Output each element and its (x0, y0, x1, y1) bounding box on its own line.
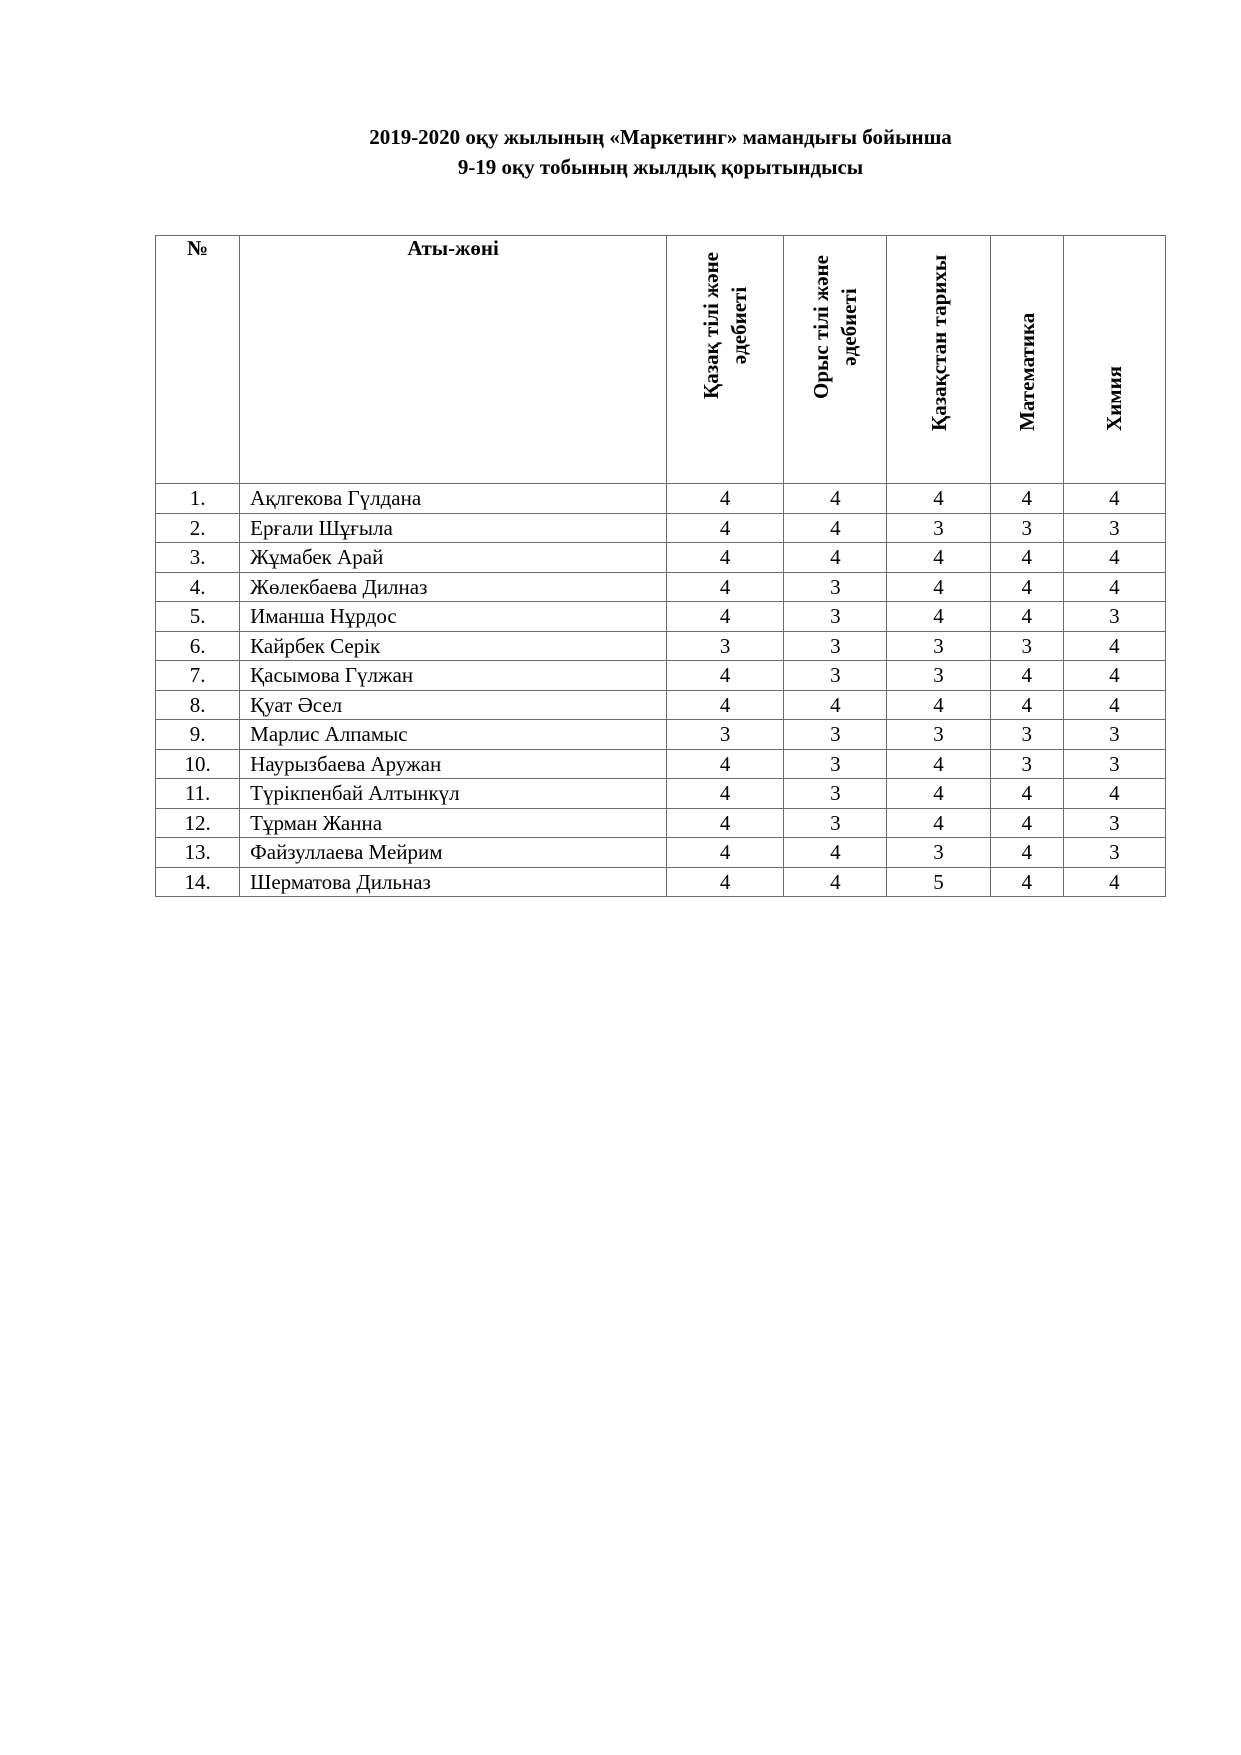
grade-cell: 4 (990, 661, 1063, 691)
grade-cell: 4 (784, 484, 887, 514)
student-name: Иманша Нұрдос (240, 602, 667, 632)
grade-cell: 4 (887, 690, 990, 720)
table-row (156, 838, 1166, 868)
grade-cell: 3 (784, 749, 887, 779)
header-number: № (156, 236, 240, 484)
header-subject-line1: Қазақ тілі және (699, 252, 724, 399)
table-row (156, 631, 1166, 661)
grade-cell: 4 (990, 867, 1063, 897)
student-name: Тұрман Жанна (240, 808, 667, 838)
grade-cell: 3 (1063, 838, 1165, 868)
table-row (156, 602, 1166, 632)
table-row (156, 749, 1166, 779)
document-title-line-2: 9-19 оқу тобының жылдық қорытындысы (457, 155, 864, 179)
grade-cell: 4 (990, 838, 1063, 868)
grade-cell: 3 (667, 631, 784, 661)
row-number: 6. (156, 631, 240, 661)
grade-cell: 4 (887, 543, 990, 573)
student-name: Кайрбек Серік (240, 631, 667, 661)
student-name: Қасымова Гүлжан (240, 661, 667, 691)
grade-cell: 5 (887, 867, 990, 897)
grade-cell: 3 (667, 720, 784, 750)
grade-cell: 4 (887, 749, 990, 779)
grade-cell: 3 (784, 602, 887, 632)
grade-cell: 4 (784, 543, 887, 573)
header-name: Аты-жөні (240, 236, 667, 484)
header-subject-russian-language (784, 236, 887, 484)
header-subject-kazakh-language (667, 236, 784, 484)
grade-cell: 3 (784, 572, 887, 602)
grade-cell: 4 (667, 661, 784, 691)
header-subject-mathematics (990, 236, 1063, 484)
grade-cell: 3 (990, 749, 1063, 779)
header-subject-label (697, 252, 753, 399)
grades-table-body (156, 484, 1166, 897)
header-subject-label: Қазақстан тарихы (926, 254, 951, 431)
grade-cell: 4 (1063, 779, 1165, 809)
grade-cell: 3 (784, 661, 887, 691)
header-subject-line2: әдебиеті (727, 286, 752, 365)
grade-cell: 4 (887, 484, 990, 514)
table-row (156, 513, 1166, 543)
header-subject-chemistry (1063, 236, 1165, 484)
grade-cell: 3 (990, 631, 1063, 661)
row-number: 2. (156, 513, 240, 543)
row-number: 14. (156, 867, 240, 897)
grade-cell: 3 (1063, 602, 1165, 632)
grade-cell: 4 (1063, 543, 1165, 573)
header-subject-line1: Орыс тілі және (809, 255, 834, 399)
grade-cell: 4 (667, 690, 784, 720)
grade-cell: 3 (887, 513, 990, 543)
grade-cell: 3 (784, 631, 887, 661)
row-number: 1. (156, 484, 240, 514)
student-name: Шерматова Дильназ (240, 867, 667, 897)
student-name: Наурызбаева Аружан (240, 749, 667, 779)
grade-cell: 3 (887, 631, 990, 661)
grade-cell: 4 (667, 749, 784, 779)
student-name: Ақлгекова Гүлдана (240, 484, 667, 514)
grade-cell: 3 (1063, 720, 1165, 750)
table-row (156, 661, 1166, 691)
header-subject-line2: әдебиеті (837, 288, 862, 366)
grades-table (155, 235, 1166, 897)
row-number: 5. (156, 602, 240, 632)
grade-cell: 4 (667, 543, 784, 573)
row-number: 13. (156, 838, 240, 868)
grade-cell: 3 (784, 808, 887, 838)
grade-cell: 4 (887, 602, 990, 632)
grade-cell: 4 (784, 690, 887, 720)
student-name: Ерғали Шұғыла (240, 513, 667, 543)
student-name: Файзуллаева Мейрим (240, 838, 667, 868)
row-number: 12. (156, 808, 240, 838)
grade-cell: 4 (887, 808, 990, 838)
grade-cell: 4 (1063, 484, 1165, 514)
row-number: 8. (156, 690, 240, 720)
grade-cell: 4 (1063, 572, 1165, 602)
grade-cell: 3 (784, 720, 887, 750)
row-number: 3. (156, 543, 240, 573)
student-name: Марлис Алпамыс (240, 720, 667, 750)
grade-cell: 3 (887, 661, 990, 691)
table-row (156, 484, 1166, 514)
header-subject-kazakhstan-history (887, 236, 990, 484)
grade-cell: 4 (990, 690, 1063, 720)
grade-cell: 4 (990, 779, 1063, 809)
grade-cell: 4 (667, 779, 784, 809)
grade-cell: 4 (667, 602, 784, 632)
grade-cell: 3 (990, 513, 1063, 543)
grade-cell: 4 (667, 484, 784, 514)
table-row (156, 572, 1166, 602)
header-subject-label: Математика (1014, 312, 1039, 431)
grade-cell: 4 (990, 808, 1063, 838)
student-name: Жұмабек Арай (240, 543, 667, 573)
grade-cell: 3 (1063, 808, 1165, 838)
table-row (156, 543, 1166, 573)
grade-cell: 4 (784, 513, 887, 543)
grade-cell: 4 (1063, 661, 1165, 691)
grade-cell: 3 (1063, 513, 1165, 543)
grade-cell: 4 (990, 484, 1063, 514)
grade-cell: 3 (887, 838, 990, 868)
grade-cell: 3 (1063, 749, 1165, 779)
table-row (156, 867, 1166, 897)
grade-cell: 4 (667, 513, 784, 543)
table-row (156, 779, 1166, 809)
grade-cell: 4 (667, 808, 784, 838)
table-row (156, 720, 1166, 750)
table-header-row (156, 236, 1166, 484)
grade-cell: 3 (784, 779, 887, 809)
grade-cell: 4 (784, 838, 887, 868)
grade-cell: 3 (887, 720, 990, 750)
grade-cell: 4 (667, 867, 784, 897)
table-row (156, 690, 1166, 720)
grade-cell: 4 (1063, 867, 1165, 897)
header-subject-label: Химия (1102, 365, 1127, 431)
grade-cell: 4 (887, 572, 990, 602)
row-number: 11. (156, 779, 240, 809)
student-name: Жөлекбаева Дилназ (240, 572, 667, 602)
grade-cell: 4 (990, 572, 1063, 602)
student-name: Қуат Әсел (240, 690, 667, 720)
grade-cell: 4 (887, 779, 990, 809)
grade-cell: 3 (990, 720, 1063, 750)
row-number: 7. (156, 661, 240, 691)
table-row (156, 808, 1166, 838)
grade-cell: 4 (784, 867, 887, 897)
grade-cell: 4 (1063, 690, 1165, 720)
grade-cell: 4 (1063, 631, 1165, 661)
grade-cell: 4 (990, 602, 1063, 632)
grade-cell: 4 (990, 543, 1063, 573)
document-title-line-1: 2019-2020 оқу жылының «Маркетинг» мамандығы бойынша (369, 125, 952, 149)
header-subject-label (807, 255, 863, 399)
row-number: 4. (156, 572, 240, 602)
row-number: 9. (156, 720, 240, 750)
student-name: Түрікпенбай Алтынкүл (240, 779, 667, 809)
grade-cell: 4 (667, 838, 784, 868)
grade-cell: 4 (667, 572, 784, 602)
row-number: 10. (156, 749, 240, 779)
